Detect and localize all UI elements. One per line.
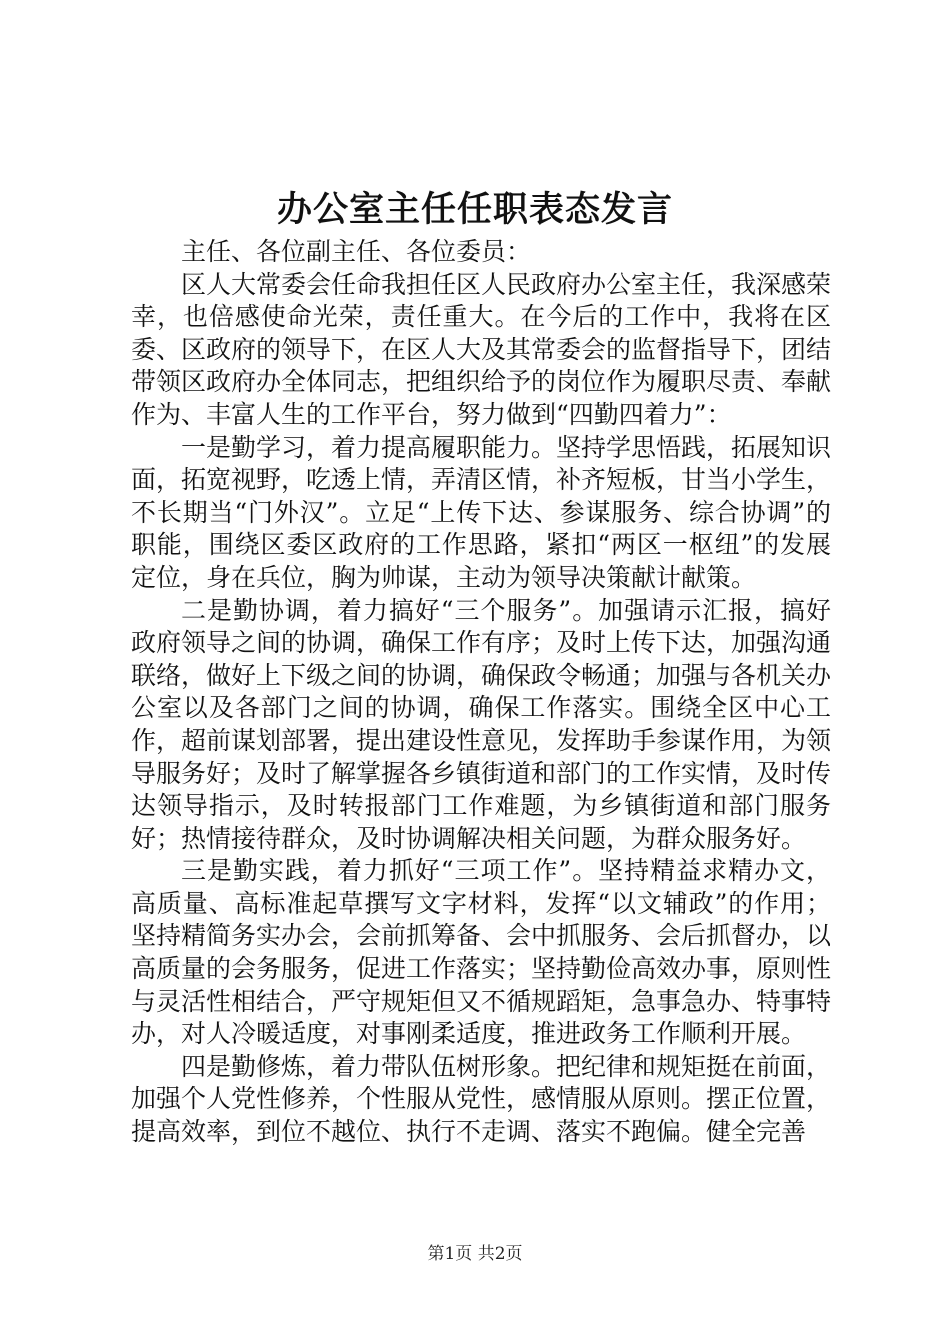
point-three-paragraph: 三是勤实践，着力抓好“三项工作”。坚持精益求精办文，高质量、高标准起草撰写文字材料，发挥“以文辅政”的作用；坚持精简务实办会，会前抓筹备、会中抓服务、会后抓督办，以高质量的会务服务，促进工作落实；坚持勤俭高效办事，原则性与灵活性相结合，严守规矩但又不循规蹈矩，急事急办、特事特办，对人冷暖适度，对事刚柔适度，推进政务工作顺利开展。 bbox=[131, 856, 832, 1049]
document-title: 办公室主任任职表态发言 bbox=[276, 189, 673, 230]
point-four-paragraph: 四是勤修炼，着力带队伍树形象。把纪律和规矩挺在前面，加强个人党性修养，个性服从党性，感情服从原则。摆正位置，提高效率，到位不越位、执行不走调、落实不跑偏。健全完善 bbox=[131, 1051, 832, 1147]
point-two-paragraph: 二是勤协调，着力搞好“三个服务”。加强请示汇报，搞好政府领导之间的协调，确保工作有序；及时上传下达，加强沟通联络，做好上下级之间的协调，确保政令畅通；加强与各机关办公室以及各部门之间的协调，确保工作落实。围绕全区中心工作，超前谋划部署，提出建设性意见，发挥助手参谋作用，为领导服务好；及时了解掌握各乡镇街道和部门的工作实情，及时传达领导指示，及时转报部门工作难题，为乡镇街道和部门服务好；热情接待群众，及时协调解决相关问题，为群众服务好。 bbox=[131, 595, 832, 853]
intro-paragraph: 区人大常委会任命我担任区人民政府办公室主任，我深感荣幸，也倍感使命光荣，责任重大。在今后的工作中，我将在区委、区政府的领导下，在区人大及其常委会的监督指导下，团结带领区政府办全体同志，把组织给予的岗位作为履职尽责、奉献作为、丰富人生的工作平台，努力做到“四勤四着力”： bbox=[131, 269, 832, 429]
salutation-paragraph: 主任、各位副主任、各位委员： bbox=[181, 237, 532, 266]
document-body bbox=[131, 236, 831, 1149]
page-footer: 第1页 共2页 bbox=[427, 1244, 523, 1264]
point-one-paragraph: 一是勤学习，着力提高履职能力。坚持学思悟践，拓展知识面，拓宽视野，吃透上情，弄清区情，补齐短板，甘当小学生，不长期当“门外汉”。立足“上传下达、参谋服务、综合协调”的职能，围绕区委区政府的工作思路，紧扣“两区一枢纽”的发展定位，身在兵位，胸为帅谋，主动为领导决策献计献策。 bbox=[131, 432, 832, 592]
